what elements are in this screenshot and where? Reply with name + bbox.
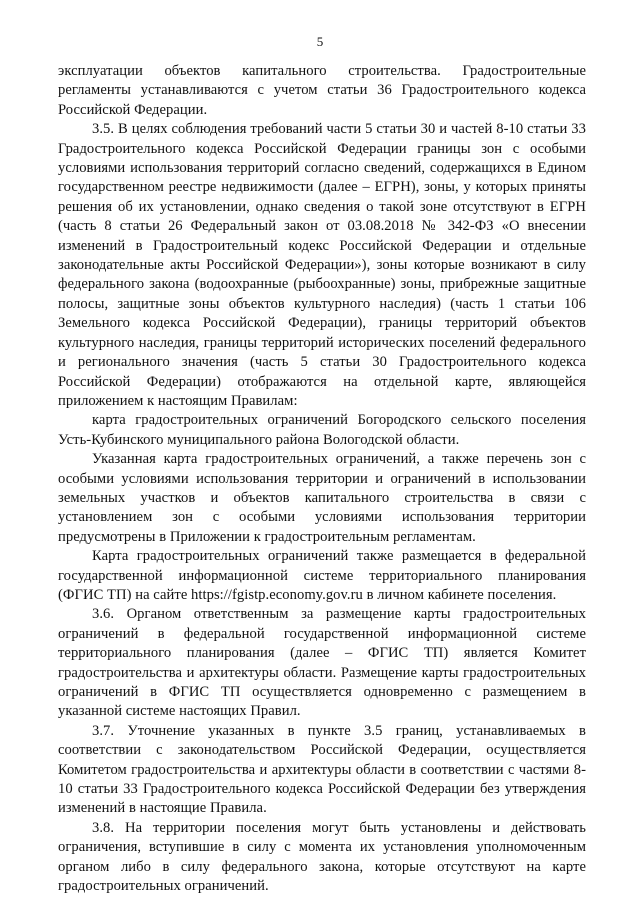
paragraph-3-7: 3.7. Уточнение указанных в пункте 3.5 границ, устанавливаемых в соответствии с законодательством Российской Федерации, осуществляется Комитетом градостроительства и архитектуры области в соответствии с частями 8-10 статьи 33 Градостроительного кодекса Российской Федерации без утверждения изменений в настоящие Правила. [58, 722, 586, 817]
paragraph-3-5: 3.5. В целях соблюдения требований части 5 статьи 30 и частей 8-10 статьи 33 Градостроительного кодекса Российской Федерации границы зон с особыми условиями использования территорий согласно сведений, содержащихся в Едином государственном реестре недвижимости (далее – ЕГРН), зоны, у которых приняты решения об их установлении, однако сведения о такой зоне отсутствуют в ЕГРН (часть 8 статьи 26 Федеральный закон от 03.08.2018 № 342-ФЗ «О внесении изменений в Градостроительный кодекс Российской Федерации и отдельные законодательные акты Российской Федерации»), зоны которые возникают в силу федерального закона (водоохранные (рыбоохранные) зоны, прибрежные защитные полосы, защитные зоны объектов культурного наследия) (часть 1 статьи 106 Земельного кодекса Российской Федерации), границы территорий объектов культурного наследия, границы территорий исторических поселений федерального и регионального значения (часть 5 статьи 30 Градостроительного кодекса Российской Федерации) отображаются на отдельной карте, являющейся приложением к настоящим Правилам: [58, 121, 586, 409]
document-body [58, 62, 586, 896]
paragraph-continuation: эксплуатации объектов капитального строительства. Градостроительные регламенты устанавливаются с учетом статьи 36 Градостроительного кодекса Российской Федерации. [58, 63, 586, 118]
page-number: 5 [316, 34, 324, 49]
paragraph-map-item: карта градостроительных ограничений Богородского сельского поселения Усть-Кубинского муниципального района Вологодской области. [58, 412, 586, 448]
paragraph-3-8: 3.8. На территории поселения могут быть установлены и действовать ограничения, вступившие в силу с момента их установления уполномоченным органом либо в силу федерального закона, которые отсутствуют на карте градостроительных ограничений. [58, 819, 586, 895]
paragraph-map-description: Указанная карта градостроительных ограничений, а также перечень зон с особыми условиями использования территории и ограничений в использовании земельных участков и объектов капитального строительства в связи с установлением зон с особыми условиями использования территории предусмотрены в Приложении к градостроительным регламентам. [58, 451, 586, 545]
paragraph-map-publication: Карта градостроительных ограничений также размещается в федеральной государственной информационной системе территориального планирования (ФГИС ТП) на сайте https://fgistp.economy.gov.ru в личном кабинете поселения. [58, 548, 586, 603]
paragraph-3-6: 3.6. Органом ответственным за размещение карты градостроительных ограничений в федеральной государственной информационной системе территориального планирования (далее – ФГИС ТП) является Комитет градостроительства и архитектуры области. Размещение карты градостроительных ограничений в ФГИС ТП осуществляется одновременно с размещением в указанной системе настоящих Правил. [58, 606, 586, 720]
